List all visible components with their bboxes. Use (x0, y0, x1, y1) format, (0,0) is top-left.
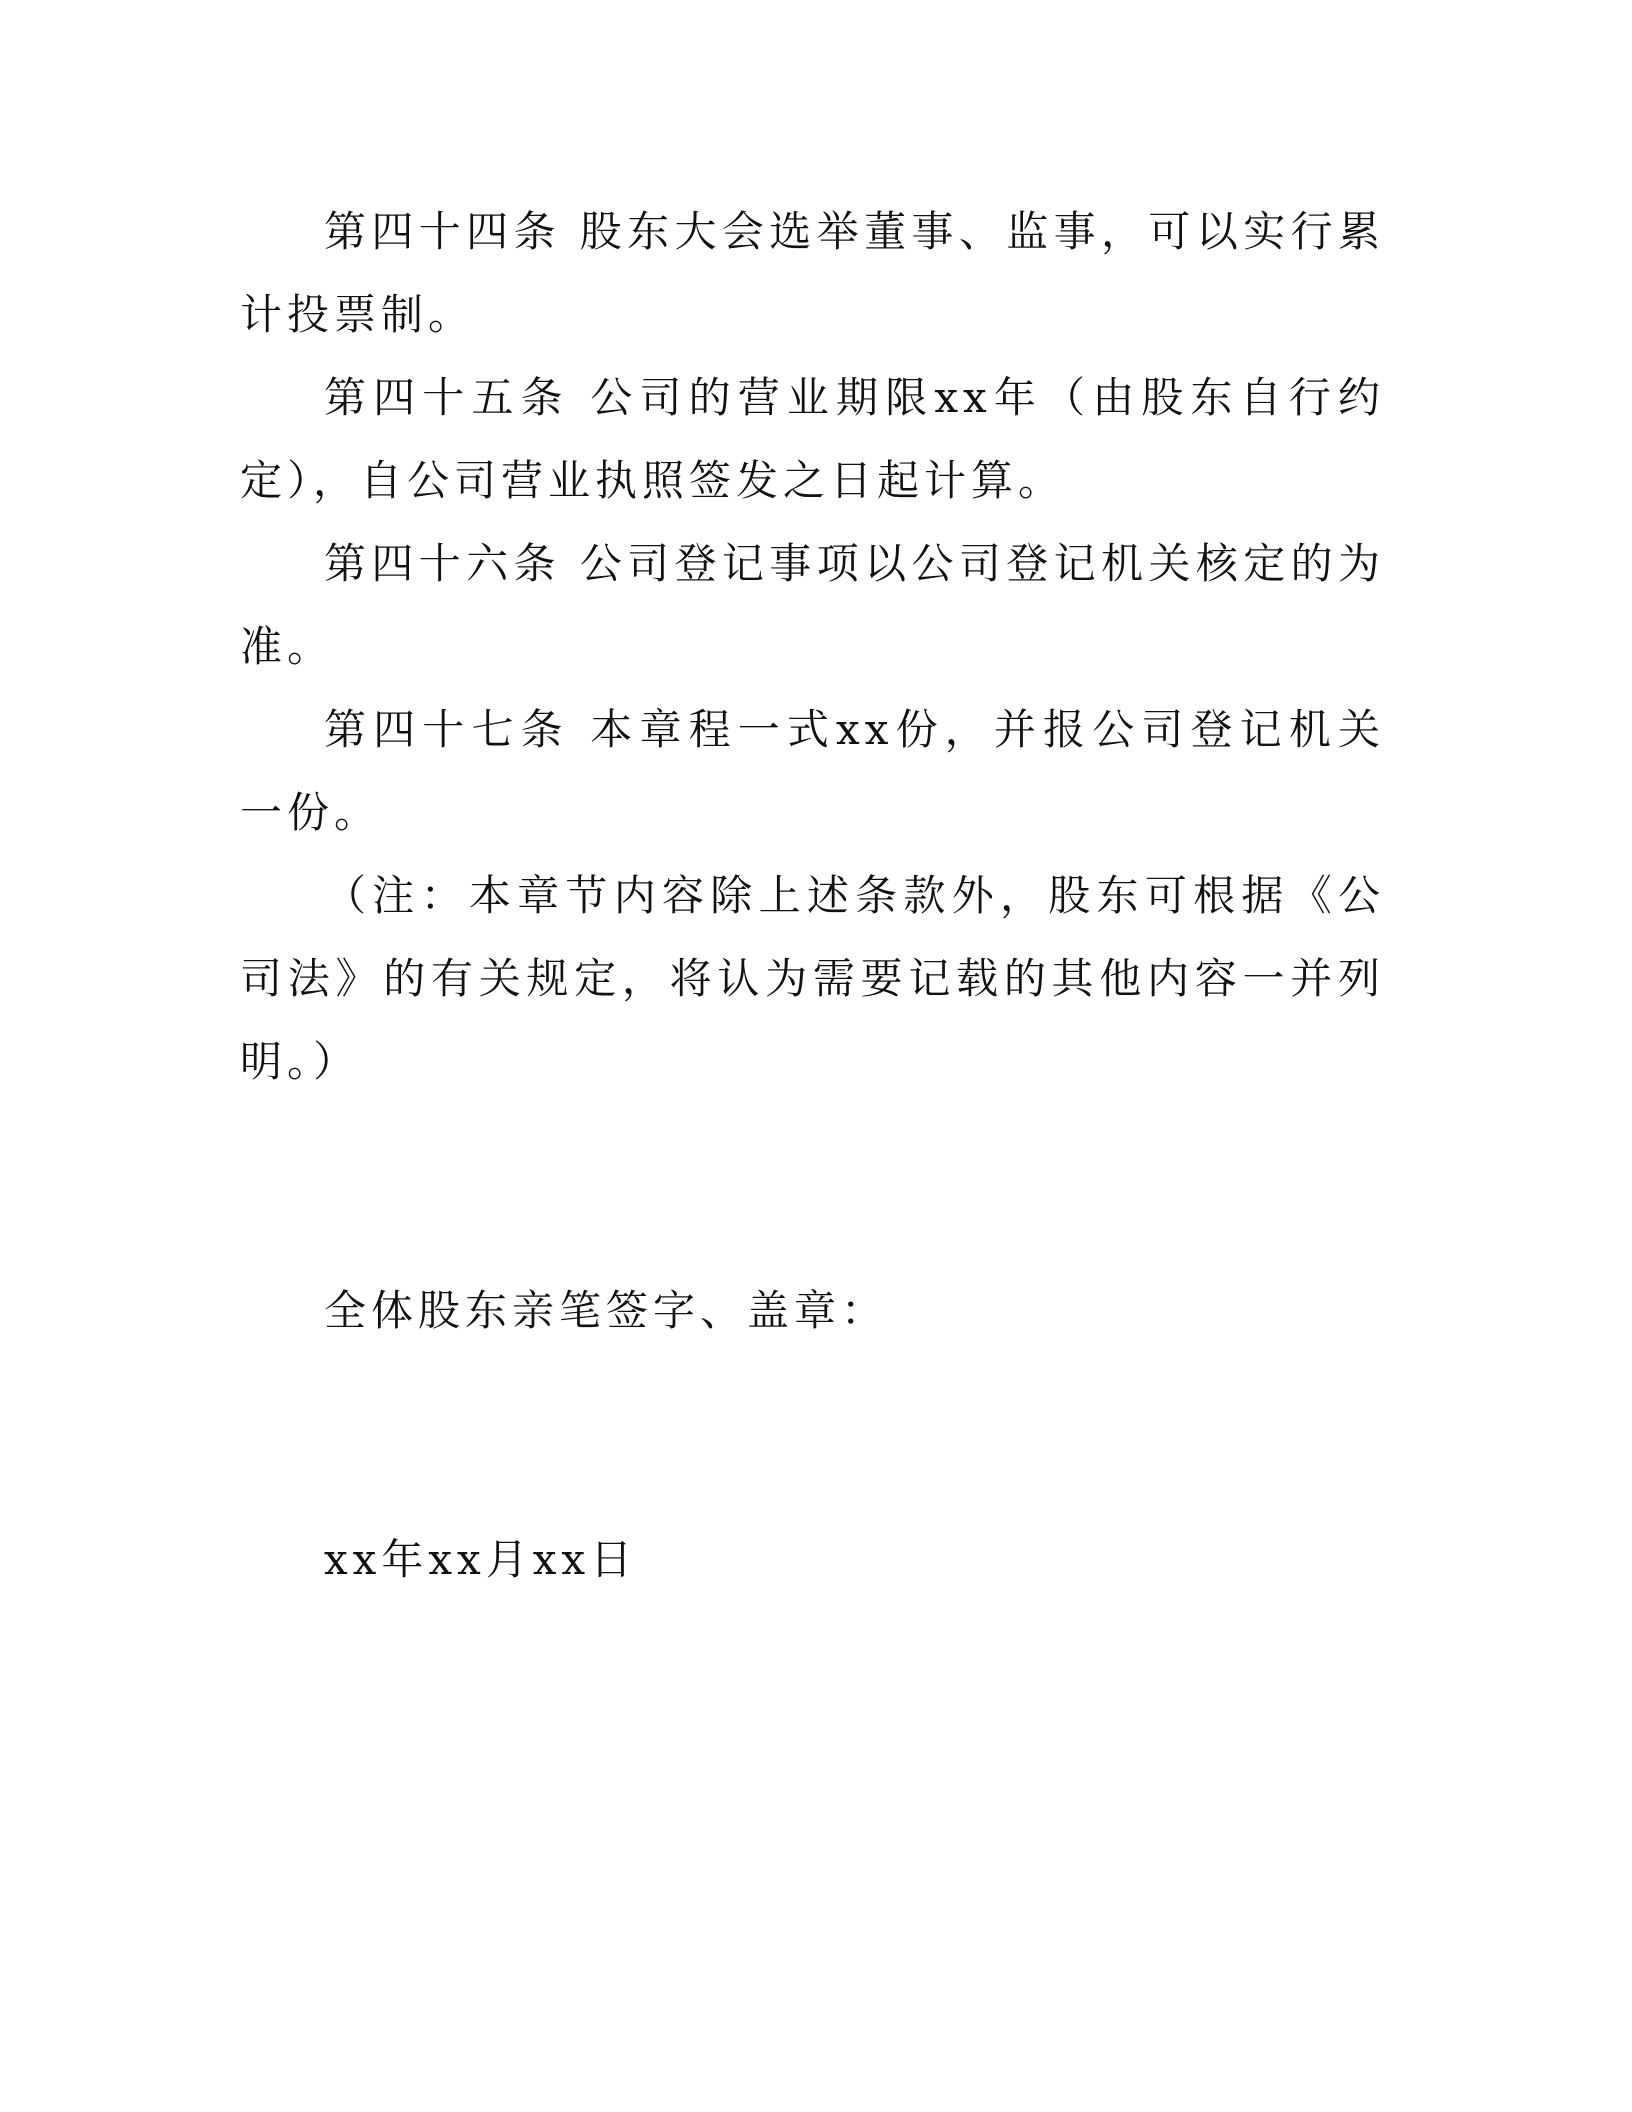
article-44: 第四十四条 股东大会选举董事、监事，可以实行累计投票制。 (240, 207, 1385, 339)
date-line: xx年xx月xx日 (324, 1535, 638, 1584)
signature-line: 全体股东亲笔签字、盖章： (324, 1286, 889, 1335)
document-body (240, 190, 1385, 1601)
article-47: 第四十七条 本章程一式xx份，并报公司登记机关一份。 (240, 705, 1385, 837)
chapter-note: （注：本章节内容除上述条款外，股东可根据《公司法》的有关规定，将认为需要记载的其他内容一并列明。） (240, 871, 1385, 1086)
article-46: 第四十六条 公司登记事项以公司登记机关核定的为准。 (240, 539, 1385, 671)
article-45: 第四十五条 公司的营业期限xx年（由股东自行约定），自公司营业执照签发之日起计算。 (240, 373, 1385, 505)
